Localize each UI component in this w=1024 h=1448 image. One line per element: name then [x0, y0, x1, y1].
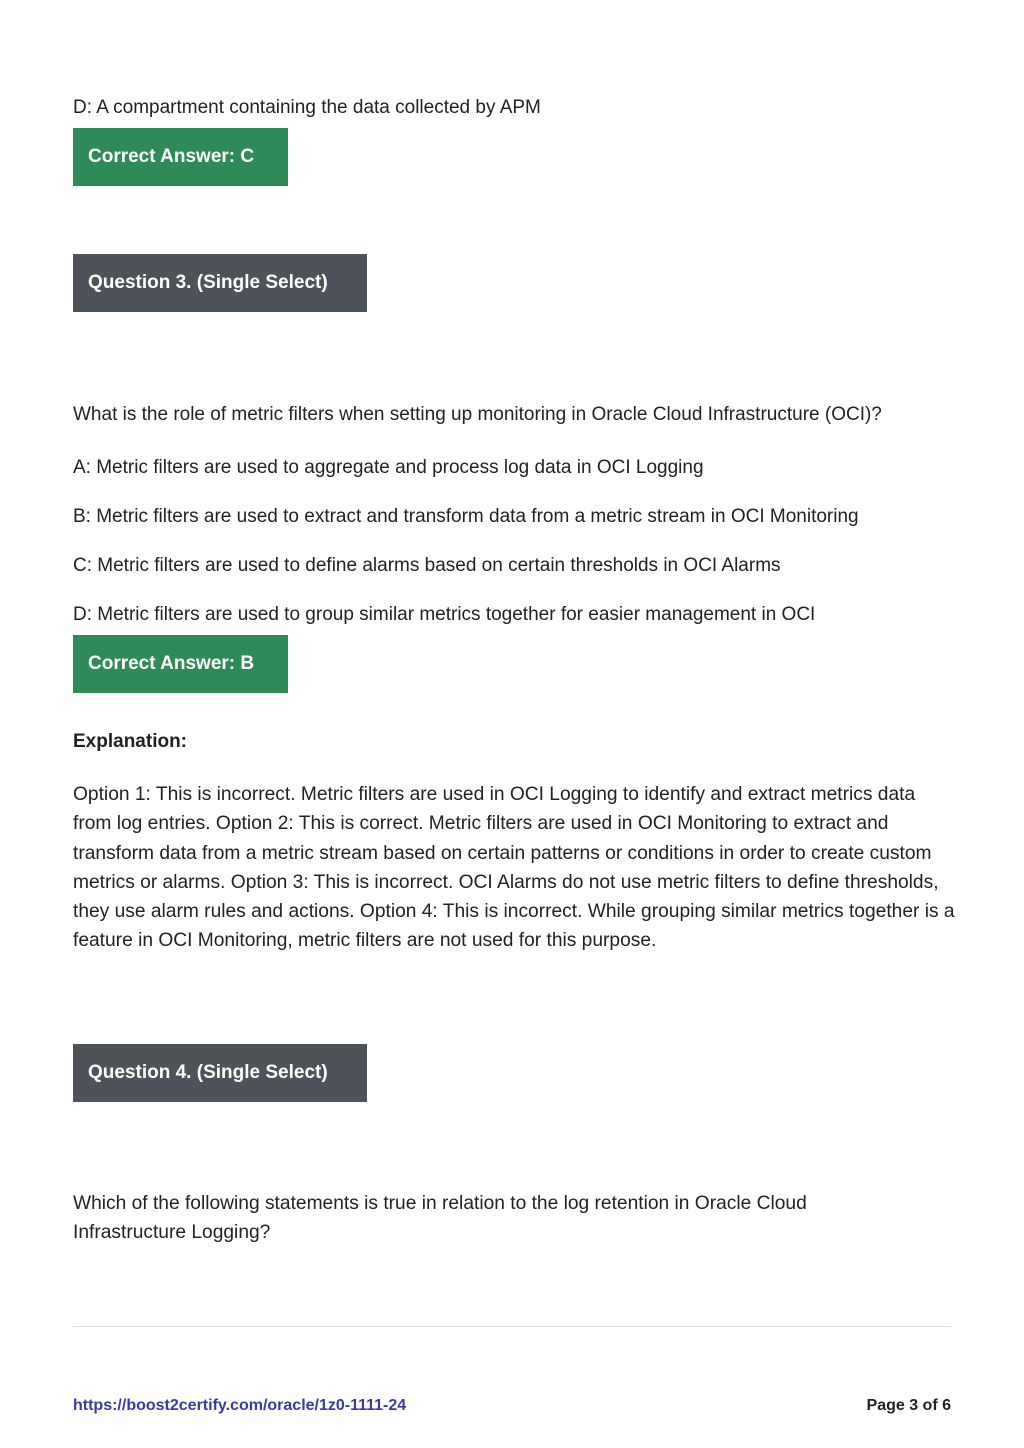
option-c: C: Metric filters are used to define alarms based on certain thresholds in OCI Alarms [73, 555, 781, 576]
question-4-header: Question 4. (Single Select) [73, 1044, 367, 1102]
option-d: D: Metric filters are used to group similar metrics together for easier management in OCI [73, 604, 816, 625]
option-d: D: A compartment containing the data collected by APM [73, 97, 541, 118]
page-number: Page 3 of 6 [866, 1397, 951, 1414]
footer-link[interactable]: https://boost2certify.com/oracle/1z0-1111-24 [73, 1397, 407, 1414]
option-b: B: Metric filters are used to extract and transform data from a metric stream in OCI Monitoring [73, 506, 859, 527]
question-3-header: Question 3. (Single Select) [73, 254, 367, 312]
correct-answer-badge: Correct Answer: C [73, 128, 288, 186]
question-4-text: Which of the following statements is true in relation to the log retention in Oracle Cloud Infrastructure Logging? [73, 1193, 807, 1244]
explanation-text: Option 1: This is incorrect. Metric filters are used in OCI Logging to identify and extract metrics data from log entries. Option 2: This is correct. Metric filters are used in OCI Monitoring to extract and transform data from a metric stream based on certain patterns or conditions in order to create custom metrics or alarms. Option 3: This is incorrect. OCI Alarms do not use metric filters to define thresholds, they use alarm rules and actions. Option 4: This is incorrect. While grouping similar metrics together is a feature in OCI Monitoring, metric filters are not used for this purpose. [73, 784, 955, 952]
explanation-heading: Explanation: [73, 731, 188, 752]
correct-answer-badge: Correct Answer: B [73, 635, 288, 693]
option-a: A: Metric filters are used to aggregate and process log data in OCI Logging [73, 457, 704, 478]
footer-divider [73, 1326, 951, 1327]
question-3-text: What is the role of metric filters when setting up monitoring in Oracle Cloud Infrastructure (OCI)? [73, 404, 882, 425]
